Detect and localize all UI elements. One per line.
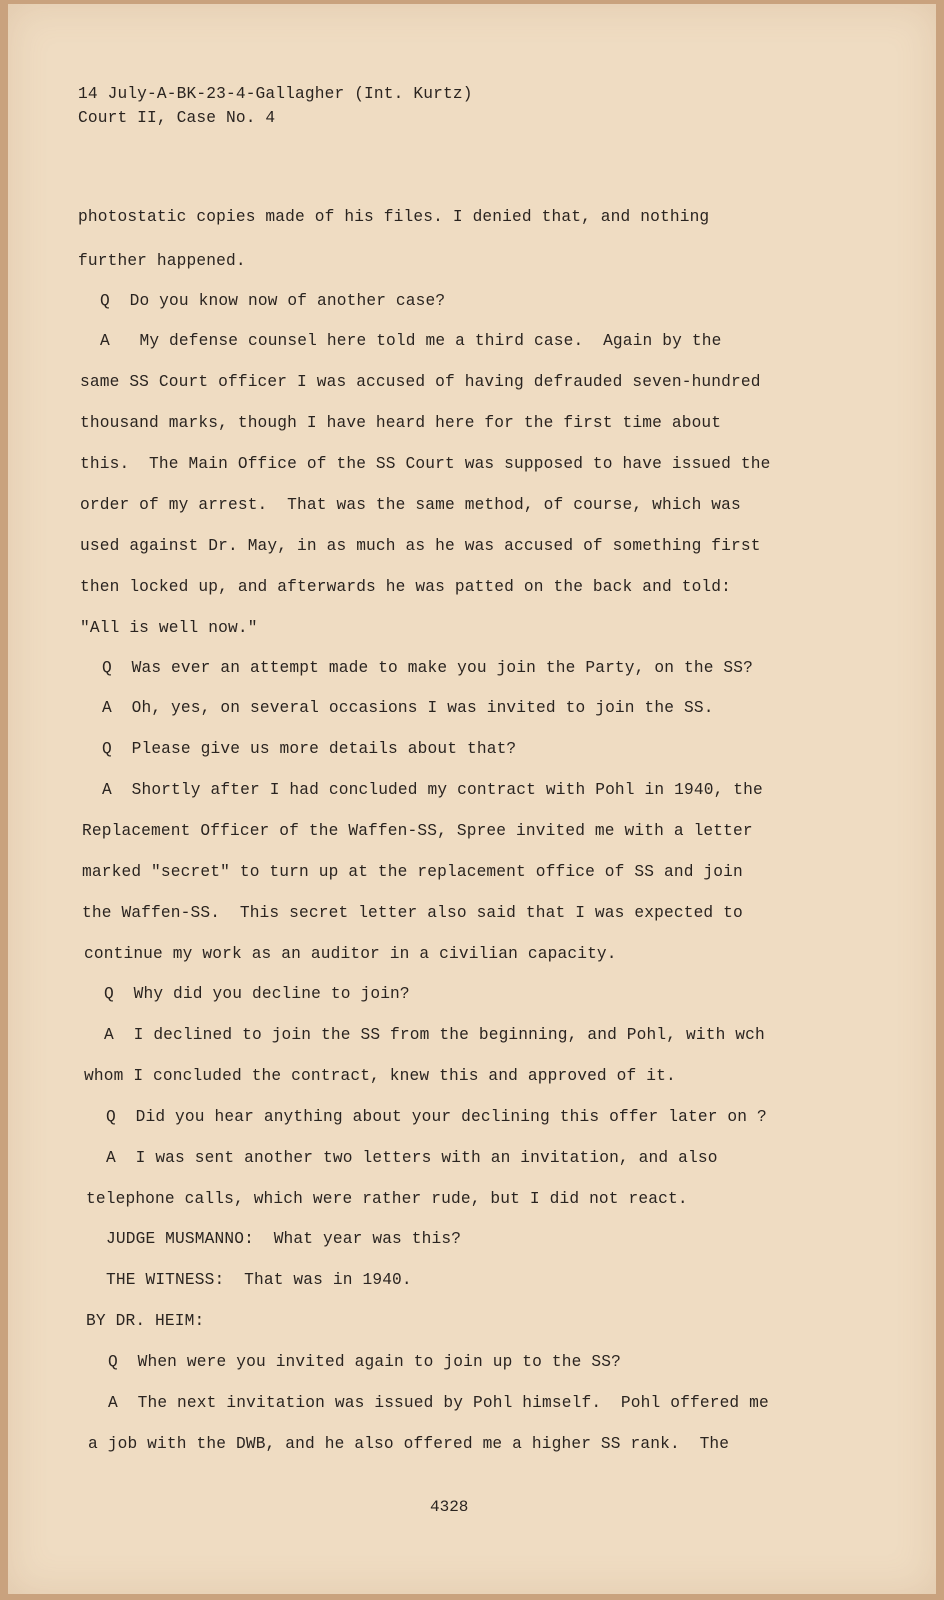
body-line: a job with the DWB, and he also offered me a higher SS rank. The — [88, 1435, 730, 1453]
body-line: this. The Main Office of the SS Court was supposed to have issued the — [80, 455, 771, 473]
body-line: whom I concluded the contract, knew this and approved of it. — [84, 1067, 676, 1085]
body-line: thousand marks, though I have heard here for the first time about — [80, 414, 722, 432]
body-line: JUDGE MUSMANNO: What year was this? — [106, 1230, 462, 1248]
body-line: order of my arrest. That was the same method, of course, which was — [80, 496, 741, 514]
body-line: Q Do you know now of another case? — [100, 292, 446, 310]
body-line: continue my work as an auditor in a civilian capacity. — [84, 945, 617, 963]
body-line: A Shortly after I had concluded my contract with Pohl in 1940, the — [102, 781, 763, 799]
body-line: same SS Court officer I was accused of having defrauded seven-hundred — [80, 373, 761, 391]
body-line: BY DR. HEIM: — [86, 1312, 205, 1330]
body-line: A The next invitation was issued by Pohl himself. Pohl offered me — [108, 1394, 769, 1412]
body-line: photostatic copies made of his files. I denied that, and nothing — [78, 208, 710, 226]
body-line: A I was sent another two letters with an invitation, and also — [106, 1149, 718, 1167]
body-line: A My defense counsel here told me a third case. Again by the — [100, 332, 722, 350]
document-page — [8, 4, 936, 1594]
body-line: Q Please give us more details about that? — [102, 740, 517, 758]
body-line: marked "secret" to turn up at the replacement office of SS and join — [82, 863, 743, 881]
body-line: "All is well now." — [80, 619, 258, 637]
body-line: Q Was ever an attempt made to make you join the Party, on the SS? — [102, 659, 754, 677]
page-number: 4328 — [430, 1498, 469, 1516]
body-line: then locked up, and afterwards he was patted on the back and told: — [80, 578, 732, 596]
header-line-1: 14 July-A-BK-23-4-Gallagher (Int. Kurtz) — [78, 85, 473, 103]
header-line-2: Court II, Case No. 4 — [78, 109, 276, 127]
body-line: telephone calls, which were rather rude, but I did not react. — [86, 1190, 688, 1208]
body-line: Q Why did you decline to join? — [104, 985, 410, 1003]
body-line: Replacement Officer of the Waffen-SS, Spree invited me with a letter — [82, 822, 753, 840]
body-line: THE WITNESS: That was in 1940. — [106, 1271, 412, 1289]
body-line: A I declined to join the SS from the beginning, and Pohl, with wch — [104, 1026, 765, 1044]
body-line: Q When were you invited again to join up to the SS? — [108, 1353, 621, 1371]
body-line: A Oh, yes, on several occasions I was invited to join the SS. — [102, 699, 714, 717]
body-line: the Waffen-SS. This secret letter also said that I was expected to — [82, 904, 743, 922]
body-line: further happened. — [78, 252, 246, 270]
body-line: Q Did you hear anything about your declining this offer later on ? — [106, 1108, 767, 1126]
body-line: used against Dr. May, in as much as he was accused of something first — [80, 537, 761, 555]
